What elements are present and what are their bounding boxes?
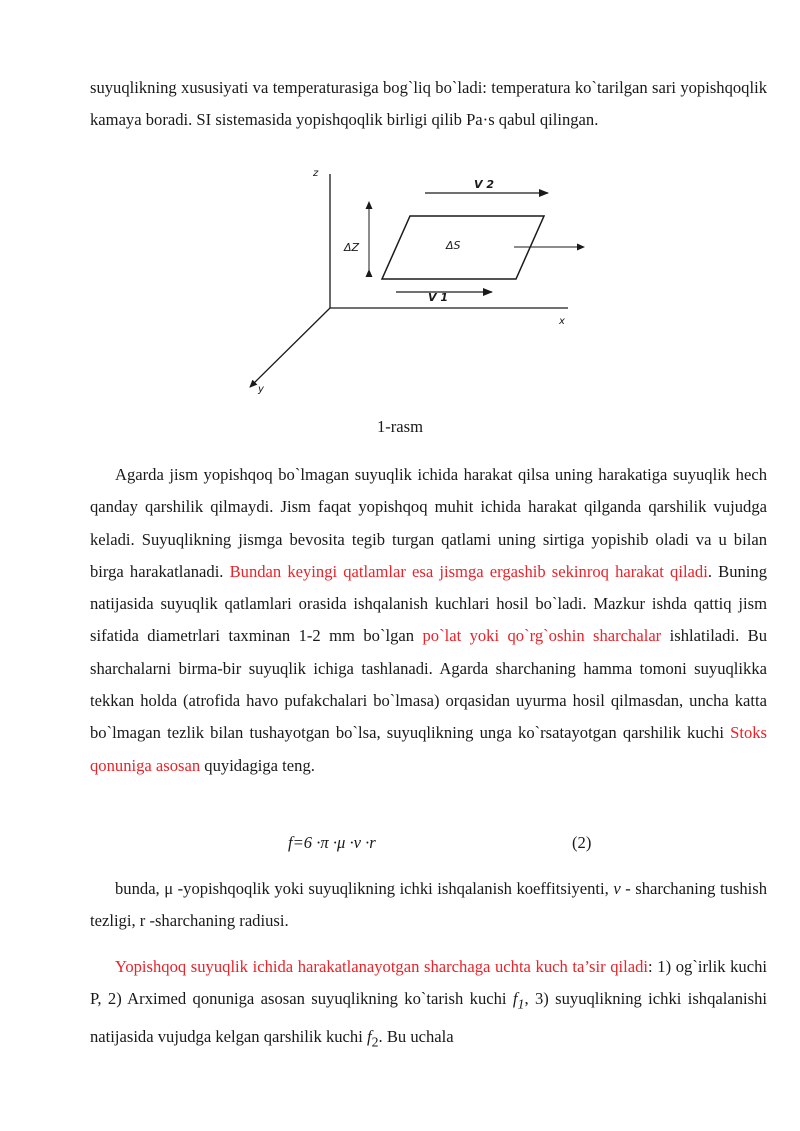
paragraph-4-f1-sub: 1	[517, 996, 525, 1012]
axis-z-label: z	[313, 168, 319, 179]
axis-y-label: y	[258, 384, 264, 395]
paragraph-3-v: v	[613, 879, 621, 898]
ds-label: ΔS	[446, 239, 461, 252]
paragraph-4	[90, 951, 767, 1059]
stokes-formula: f=6 ·π ·μ ·v ·r	[288, 833, 376, 852]
paragraph-4-f2-sub: 2	[371, 1034, 379, 1050]
v1-label: V 1	[428, 291, 448, 304]
paragraph-3-part1: bunda, μ -yopishqoqlik yoki suyuqlikning ichki ishqalanish koeffitsiyenti,	[115, 879, 614, 898]
paragraph-2-highlight-1: Bundan keyingi qatlamlar esa jismga ergashib sekinroq harakat qiladi	[229, 561, 708, 581]
viscosity-diagram	[238, 160, 588, 400]
paragraph-2-part2: . Buning natijasida suyuqlik qatlamlari orasida ishqalanish kuchlari hosil bo`ladi. Mazkur ishda qattiq jism sifatida diametrlari taxminan 1-2 mm bo`lgan	[90, 561, 767, 646]
axis-x-label: x	[559, 316, 565, 327]
paragraph-top-text: suyuqlikning xususiyati va temperaturasiga bog`liq bo`ladi: temperatura ko`tarilgan sari yopishqoqlik kamaya boradi. SI sistemasida yopishqoqlik birligi qilib Pa·s qabul qilingan.	[90, 78, 767, 130]
paragraph-4-f1: f	[512, 989, 518, 1009]
y-axis	[250, 308, 330, 387]
paragraph-2-highlight-3: Stoks qonuniga asosan	[90, 723, 767, 775]
paragraph-4-highlight: Yopishqoq suyuqlik ichida harakatlanayotgan sharchaga uchta kuch ta’sir qiladi	[115, 957, 649, 976]
paragraph-2-part4: quyidagiga teng.	[200, 755, 315, 775]
paragraph-4-part3: . Bu uchala	[378, 1026, 454, 1046]
diagram-svg	[238, 160, 588, 400]
paragraph-4-f2: f	[366, 1026, 372, 1046]
figure-caption: 1-rasm	[376, 417, 424, 436]
paragraph-2-part3: ishlatiladi. Bu sharchalarni birma-bir suyuqlik ichiga tashlanadi. Agarda sharchaning hamma tomoni suyuqlikka tekkan holda (atrofida havo pufakchalari bo`lmasa) orqasidan uyurma hosil qilmasdan, uncha katta bo`lmagan tezlik bilan tushayotgan bo`lsa, suyuqlikning unga ko`rsatayotgan qarshilik kuchi	[90, 626, 767, 743]
dz-label: ΔZ	[344, 241, 360, 254]
paragraph-top	[90, 72, 767, 137]
paragraph-3	[90, 873, 767, 938]
formula-number: (2)	[572, 833, 592, 852]
paragraph-2-part1: Agarda jism yopishqoq bo`lmagan suyuqlik ichida harakat qilsa uning harakatiga suyuqlik hech qanday qarshilik qilmaydi. Jism faqat yopishqoq muhit ichida harakat qilganda qarshilik vujudga keladi. Suyuqlikning jismga bevosita tegib turgan qatlami uning sirtiga yopishib oladi va u bilan birga harakatlanadi.	[90, 465, 767, 581]
paragraph-2	[90, 459, 767, 782]
paragraph-4-part2: , 3) suyuqlikning ichki ishqalanishi natijasida vujudga kelgan qarshilik kuchi	[90, 989, 767, 1046]
paragraph-2-highlight-2: po`lat yoki qo`rg`oshin sharchalar	[422, 626, 662, 646]
v2-label: V 2	[474, 178, 494, 191]
paragraph-4-part1: : 1) og`irlik kuchi P, 2) Arximed qonuniga asosan suyuqlikning ko`tarish kuchi	[90, 957, 767, 1009]
paragraph-3-part2: - sharchaning tushish tezligi, r -sharchaning radiusi.	[90, 879, 768, 931]
